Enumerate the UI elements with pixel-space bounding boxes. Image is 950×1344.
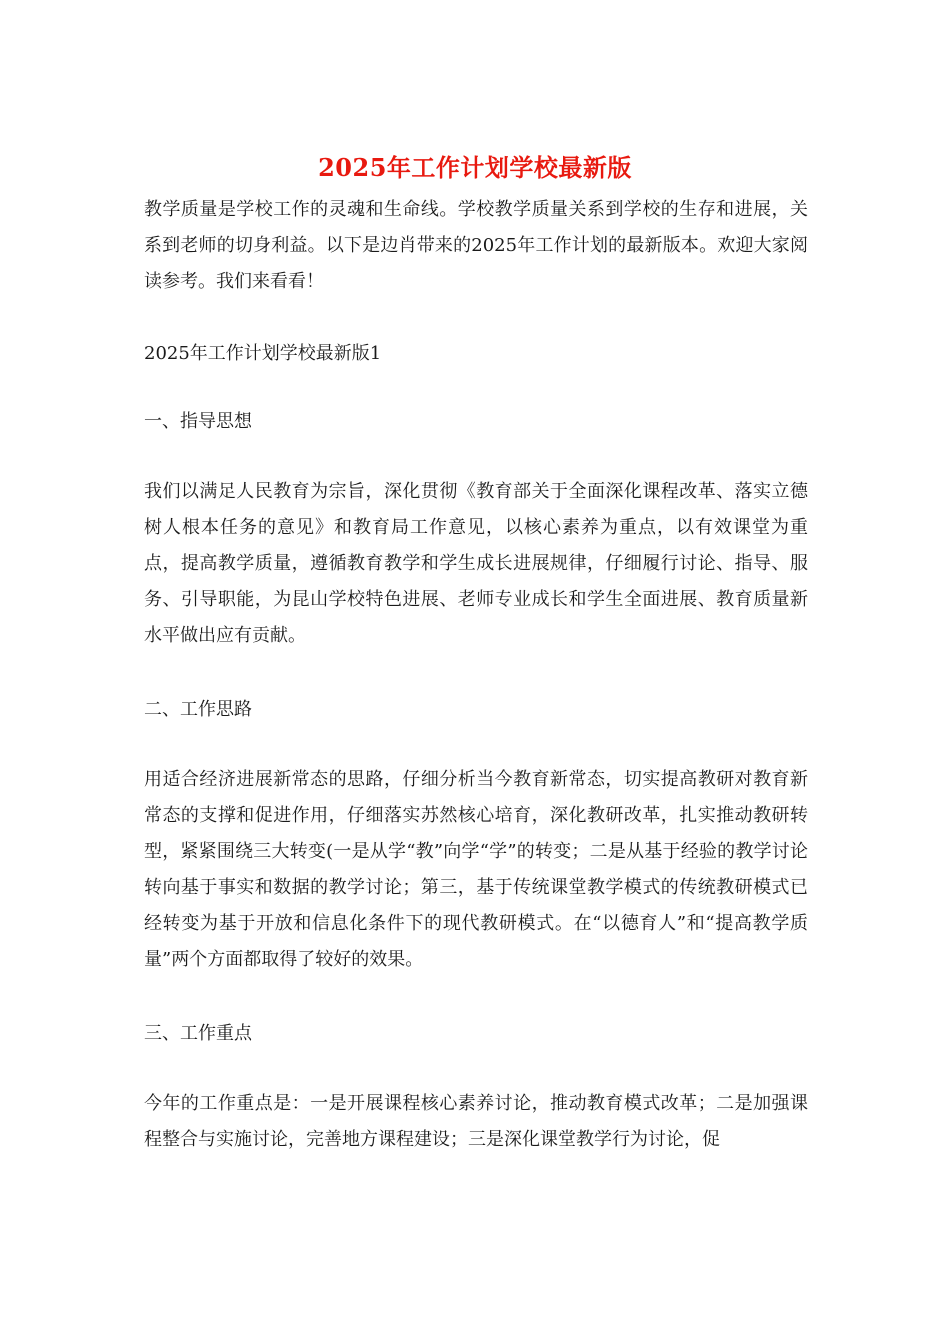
plan-subtitle: 2025年工作计划学校最新版1: [144, 343, 382, 364]
section-body-work-approach: 用适合经济进展新常态的思路，仔细分析当今教育新常态，切实提高教研对教育新常态的支撑和促进作用，仔细落实苏然核心培育，深化教研改革，扎实推动教研转型，紧紧围绕三大转变(一是从学“教”向学“学”的转变；二是从基于经验的教学讨论转向基于事实和数据的教学讨论；第三，基于传统课堂教学模式的传统教研模式已经转变为基于开放和信息化条件下的现代教研模式。在“以德育人”和“提高教学质量”两个方面都取得了较好的效果。: [144, 769, 808, 970]
section-body-work-focus: 今年的工作重点是：一是开展课程核心素养讨论，推动教育模式改革；二是加强课程整合与实施讨论，完善地方课程建设；三是深化课堂教学行为讨论，促: [144, 1093, 808, 1150]
document-title: 2025年工作计划学校最新版: [318, 153, 632, 182]
section-heading-guiding-thought: 一、指导思想: [144, 411, 252, 432]
intro-paragraph: 教学质量是学校工作的灵魂和生命线。学校教学质量关系到学校的生存和进展，关系到老师的切身利益。以下是边肖带来的2025年工作计划的最新版本。欢迎大家阅读参考。我们来看看！: [144, 199, 808, 292]
section-heading-work-focus: 三、工作重点: [144, 1023, 252, 1044]
section-heading-work-approach: 二、工作思路: [144, 699, 252, 720]
section-body-guiding-thought: 我们以满足人民教育为宗旨，深化贯彻《教育部关于全面深化课程改革、落实立德树人根本任务的意见》和教育局工作意见，以核心素养为重点，以有效课堂为重点，提高教学质量，遵循教育教学和学生成长进展规律，仔细履行讨论、指导、服务、引导职能，为昆山学校特色进展、老师专业成长和学生全面进展、教育质量新水平做出应有贡献。: [144, 481, 808, 646]
